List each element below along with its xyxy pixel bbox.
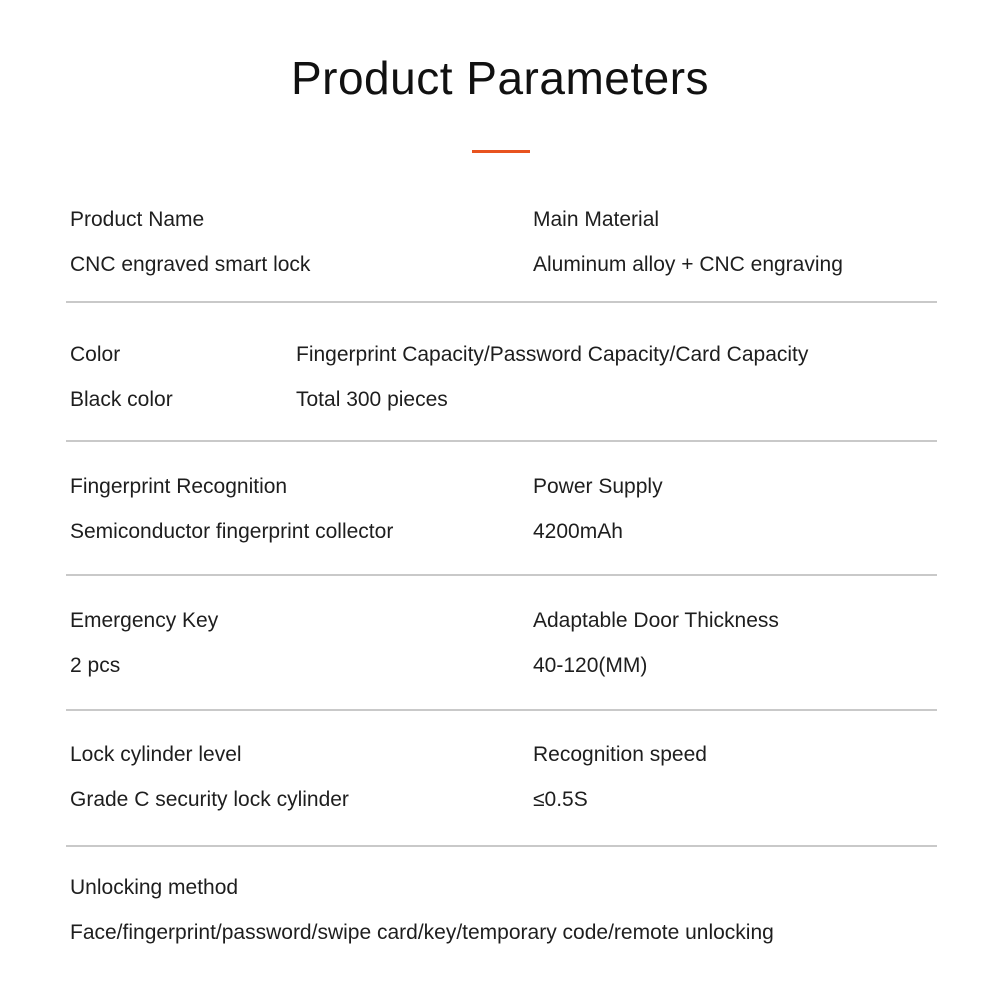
- param-value: Face/fingerprint/password/swipe card/key/temporary code/remote unlocking: [70, 921, 774, 944]
- row-divider: [66, 709, 937, 711]
- param-value: CNC engraved smart lock: [70, 253, 311, 276]
- param-label: Lock cylinder level: [70, 743, 242, 766]
- row-divider: [66, 301, 937, 303]
- param-label: Recognition speed: [533, 743, 707, 766]
- row-divider: [66, 845, 937, 847]
- param-label: Product Name: [70, 208, 205, 231]
- page-title: Product Parameters: [290, 52, 710, 104]
- row-divider: [66, 440, 937, 442]
- param-label: Fingerprint Capacity/Password Capacity/Card Capacity: [296, 343, 809, 366]
- param-value: Black color: [70, 388, 173, 411]
- param-label: Adaptable Door Thickness: [533, 609, 779, 632]
- param-value: 2 pcs: [70, 654, 121, 677]
- param-label: Color: [70, 343, 121, 366]
- param-value: ≤0.5S: [533, 788, 588, 811]
- param-label: Unlocking method: [70, 876, 239, 899]
- param-label: Fingerprint Recognition: [70, 475, 288, 498]
- param-label: Emergency Key: [70, 609, 219, 632]
- param-value: Grade C security lock cylinder: [70, 788, 349, 811]
- param-label: Power Supply: [533, 475, 663, 498]
- param-value: Semiconductor fingerprint collector: [70, 520, 394, 543]
- title-accent-line: [472, 150, 530, 153]
- param-label: Main Material: [533, 208, 660, 231]
- param-value: 4200mAh: [533, 520, 623, 543]
- param-value: 40-120(MM): [533, 654, 648, 677]
- param-value: Aluminum alloy + CNC engraving: [533, 253, 843, 276]
- param-value: Total 300 pieces: [296, 388, 448, 411]
- row-divider: [66, 574, 937, 576]
